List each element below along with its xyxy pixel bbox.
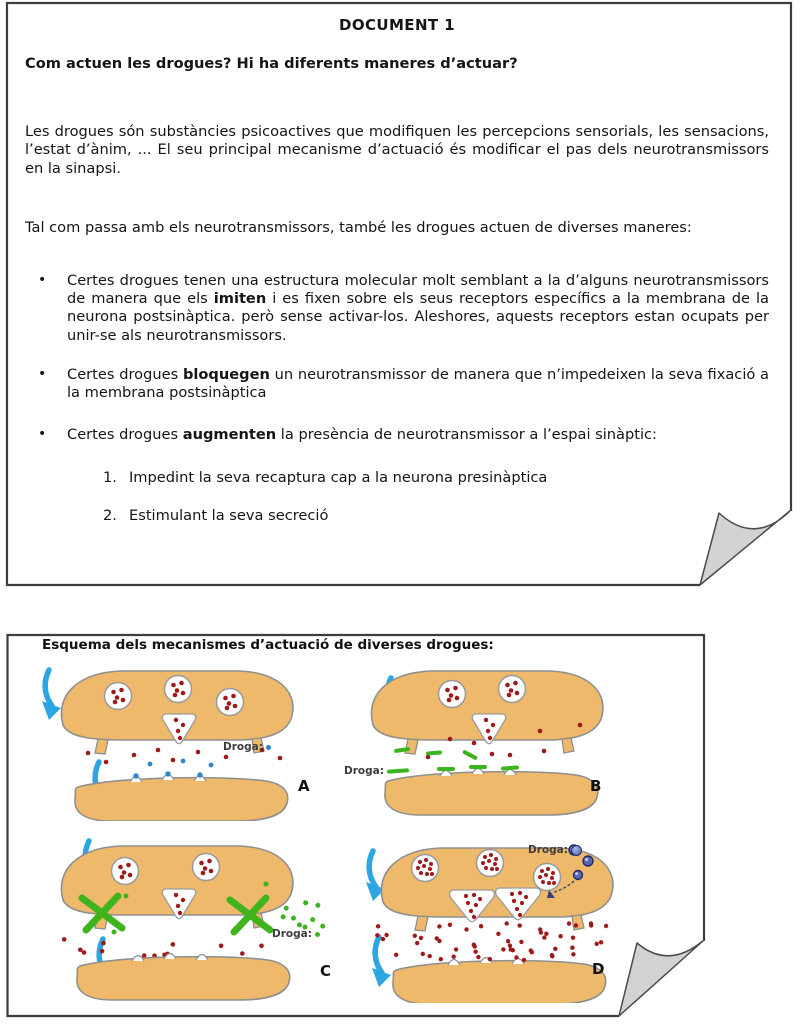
document-box [5, 1, 793, 587]
synapse-diagram-c [30, 836, 340, 1001]
synapse-diagram-d [350, 838, 650, 1003]
synapse-panel-a [30, 661, 330, 821]
droga-label-d: Droga: [528, 844, 582, 856]
numbered-text: Estimulant la seva secreció [129, 507, 329, 525]
down-arrow-icon [372, 937, 391, 987]
synapse-panel-b [340, 661, 640, 821]
number-label: 2. [103, 507, 117, 525]
bullet-text: Certes drogues augmenten la presència de neurotransmissor a l’espai sinàptic: [67, 425, 657, 443]
postsynaptic-neuron [77, 954, 290, 1001]
drug-dots [148, 759, 214, 768]
bullet-item-augmenten [25, 426, 769, 444]
vesicle [534, 864, 561, 891]
vesicle [412, 855, 439, 882]
synapse-diagram-a [30, 661, 330, 821]
vesicle [217, 689, 244, 716]
paragraph-intro: Les drogues són substàncies psicoactives que modifiquen les percepcions sensorials, les sensacions, l’estat d’ànim, ... El seu principal mecanisme d’actuació és modificar el pas dels neurotransmissors en la sinapsi. [25, 123, 769, 177]
blue-sphere-icon [571, 845, 582, 856]
number-label: 1. [103, 469, 117, 487]
vesicle [112, 858, 139, 885]
document-content [25, 1, 769, 524]
synapse-panel-d [350, 838, 650, 1003]
bullet-marker: • [38, 425, 47, 442]
panel-letter-d: D [592, 960, 605, 978]
synapse-panel-c [30, 836, 340, 1001]
vesicle [165, 676, 192, 703]
bullet-text: Certes drogues tenen una estructura molecular molt semblant a la d’alguns neurotransmissors de manera que els imiten i es fixen sobre els seus receptors específics a la membrana de la neurona postsinàptica. però sense activar-los. Aleshores, aquests receptors estan ocupats per unir-se als neurotransmissors. [67, 271, 769, 344]
vesicle [477, 850, 504, 877]
neurotransmitter-dots [62, 937, 264, 958]
postsynaptic-neuron [393, 958, 606, 1004]
droga-label-b: Droga: [344, 765, 409, 777]
droga-label-a: Droga: [223, 741, 271, 753]
synapse-diagram-b [340, 661, 640, 821]
numbered-item-1 [25, 469, 769, 486]
down-arrow-icon [42, 670, 61, 720]
numbered-text: Impedint la seva recaptura cap a la neurona presinàptica [129, 469, 548, 487]
numbered-item-2 [25, 507, 769, 524]
panel-letter-b: B [590, 777, 602, 795]
bullet-item-bloquegen [25, 366, 769, 403]
bullet-marker: • [38, 271, 47, 288]
panel-letter-a: A [298, 777, 310, 795]
diagram-box [6, 633, 706, 1018]
green-dash-icon [387, 768, 409, 774]
blue-dot-icon [266, 745, 271, 750]
vesicle [439, 681, 466, 708]
vesicle [193, 854, 220, 881]
document-question: Com actuen les drogues? Hi ha diferents maneres d’actuar? [25, 55, 518, 72]
postsynaptic-neuron [385, 769, 598, 816]
vesicle [105, 683, 132, 710]
panel-letter-c: C [320, 962, 332, 980]
vesicle [499, 676, 526, 703]
bullet-marker: • [38, 366, 47, 382]
postsynaptic-neuron [75, 775, 288, 822]
bullet-text: Certes drogues bloquegen un neurotransmissor de manera que n’impedeixen la seva fixació a la membrana postsinàptica [67, 366, 769, 402]
document-title: DOCUMENT 1 [338, 16, 455, 34]
droga-label-c: Droga: [272, 928, 320, 940]
diagram-caption: Esquema dels mecanismes d’actuació de diverses drogues: [42, 637, 494, 653]
green-dot-icon [315, 932, 320, 937]
paragraph-mechanisms: Tal com passa amb els neurotransmissors, també les drogues actuen de diverses maneres: [25, 219, 692, 237]
drug-dots [281, 900, 326, 929]
bullet-item-imiten [25, 272, 769, 346]
